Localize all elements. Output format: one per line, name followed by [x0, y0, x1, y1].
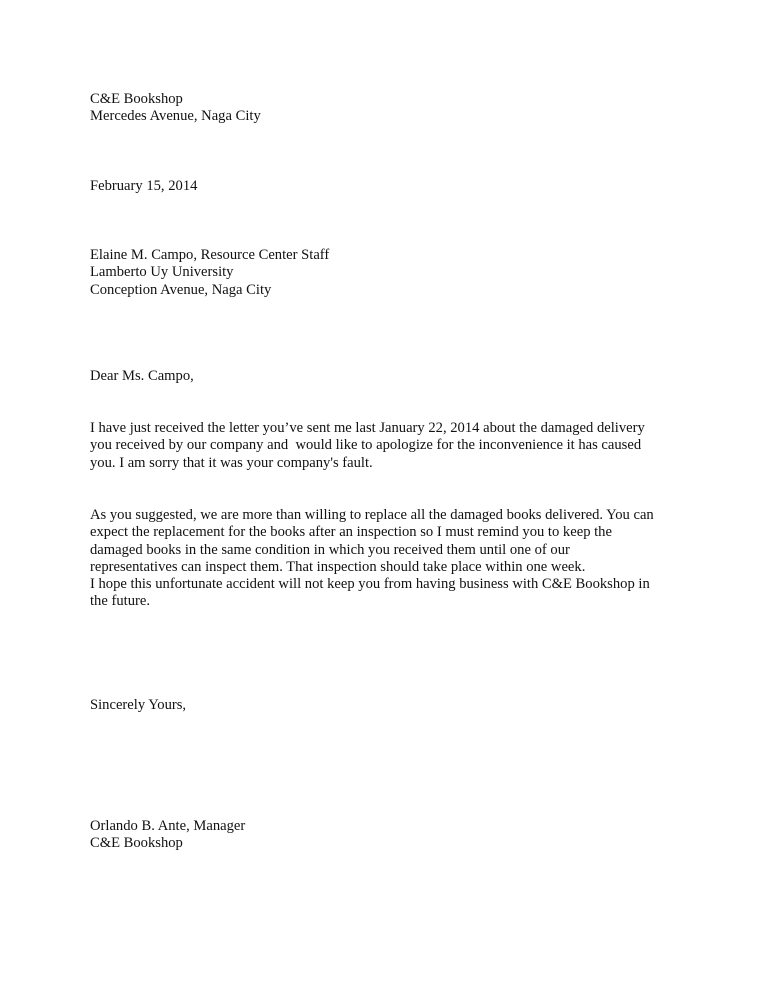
salutation: Dear Ms. Campo, [90, 368, 194, 384]
sender-address: Mercedes Avenue, Naga City [90, 108, 261, 125]
paragraph-line: As you suggested, we are more than willing to replace all the damaged books delivered. You can [90, 507, 654, 523]
paragraph-line: expect the replacement for the books after an inspection so I must remind you to keep the [90, 524, 612, 541]
closing: Sincerely Yours, [90, 697, 187, 713]
paragraph-line: the future. [90, 593, 150, 610]
letter-date: February 15, 2014 [90, 178, 198, 194]
sender-block [90, 91, 690, 126]
paragraph-line: you. I am sorry that it was your company's fault. [90, 454, 373, 471]
body-paragraph-2 [90, 507, 690, 611]
signature-block [90, 818, 690, 853]
body-paragraph-1 [90, 420, 690, 472]
paragraph-line: damaged books in the same condition in which you received them until one of our [90, 541, 570, 558]
recipient-address: Conception Avenue, Naga City [90, 281, 272, 298]
letter-date-block [90, 178, 690, 195]
recipient-name-title: Elaine M. Campo, Resource Center Staff [90, 247, 330, 263]
paragraph-line: I hope this unfortunate accident will not keep you from having business with C&E Bookshop in [90, 576, 650, 593]
salutation-block [90, 368, 690, 385]
signer-name-title: Orlando B. Ante, Manager [90, 818, 246, 834]
recipient-block [90, 247, 690, 299]
signer-company: C&E Bookshop [90, 835, 183, 852]
paragraph-line: you received by our company and would like to apologize for the inconvenience it has caused [90, 437, 642, 454]
closing-block [90, 697, 690, 714]
recipient-institution: Lamberto Uy University [90, 264, 234, 281]
sender-company: C&E Bookshop [90, 91, 183, 107]
paragraph-line: I have just received the letter you’ve sent me last January 22, 2014 about the damaged delivery [90, 420, 645, 436]
paragraph-line: representatives can inspect them. That inspection should take place within one week. [90, 558, 586, 575]
